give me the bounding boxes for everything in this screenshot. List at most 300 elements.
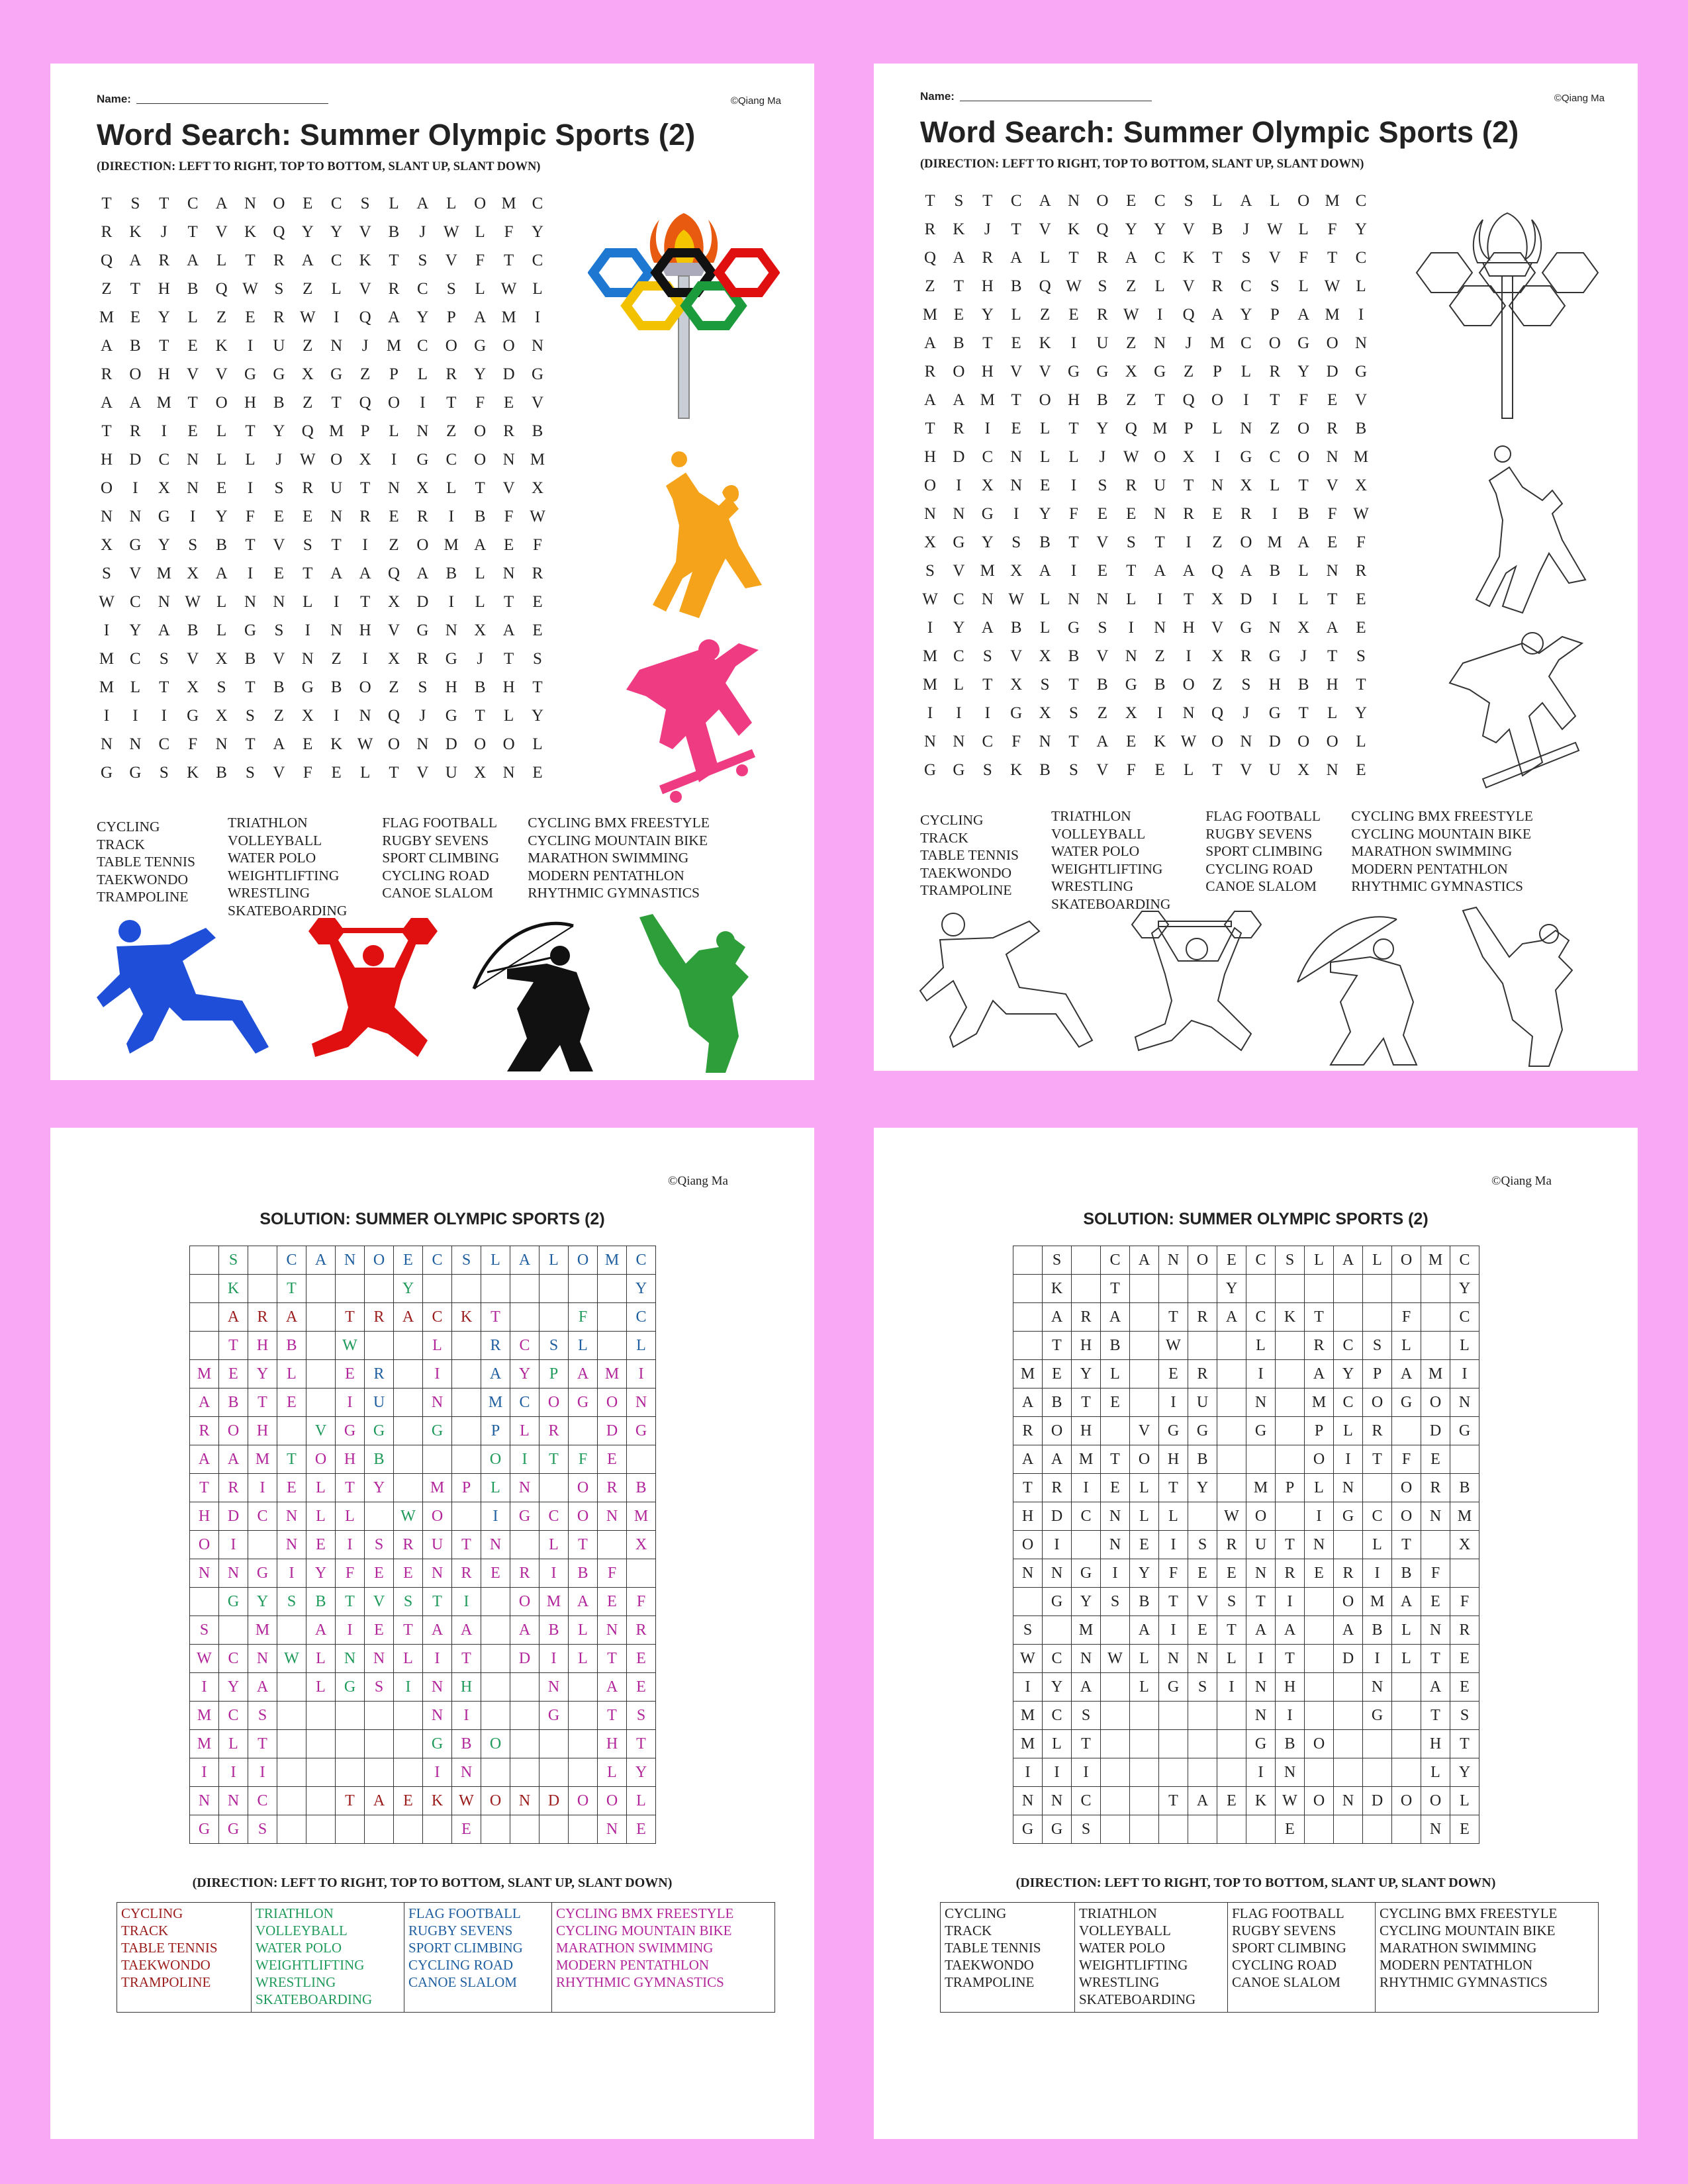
weightlifter-image — [295, 915, 447, 1067]
grid-letter: V — [1211, 619, 1224, 637]
grid-cell: T — [1392, 1531, 1421, 1559]
grid-cell: S — [1188, 1673, 1217, 1702]
grid-row — [97, 502, 600, 531]
grid-letter: X — [923, 533, 937, 551]
grid-letter: G — [301, 678, 314, 696]
grid-letter: T — [503, 251, 514, 269]
grid-letter: G — [923, 761, 937, 779]
grid-letter: F — [246, 508, 255, 525]
grid-cell: I — [219, 1758, 248, 1787]
grid-letter: H — [981, 277, 994, 295]
grid-cell: O — [219, 1417, 248, 1445]
grid-letter: T — [187, 394, 198, 412]
grid-cell: R — [394, 1531, 423, 1559]
grid-letter: G — [1268, 647, 1281, 665]
grid-cell: E — [627, 1673, 656, 1702]
grid-cell: C — [219, 1645, 248, 1673]
word-column — [528, 814, 710, 902]
grid-letter: L — [1241, 363, 1252, 381]
grid-letter: T — [1298, 477, 1309, 494]
word-item: MODERN PENTATHLON — [556, 1957, 710, 1973]
grid-cell — [1305, 1616, 1334, 1645]
grid-letter: N — [1067, 590, 1080, 608]
grid-cell: E — [365, 1616, 394, 1645]
grid-letter: X — [158, 479, 170, 497]
grid-cell: G — [569, 1388, 598, 1417]
grid-letter: B — [1269, 562, 1281, 580]
grid-row — [97, 189, 600, 218]
grid-cell — [336, 1730, 365, 1758]
grid-letter: N — [1096, 590, 1109, 608]
grid-cell: A — [1334, 1616, 1363, 1645]
grid-letter: B — [474, 678, 486, 696]
grid-row — [1013, 1417, 1479, 1445]
grid-letter: I — [247, 337, 254, 355]
grid-letter: G — [445, 707, 457, 725]
grid-letter: C — [187, 195, 199, 212]
grid-cell — [306, 1360, 336, 1388]
grid-letter: E — [532, 621, 543, 639]
grid-row — [97, 673, 600, 702]
grid-letter: N — [502, 451, 515, 469]
grid-cell — [1363, 1758, 1392, 1787]
grid-letter: G — [1096, 363, 1109, 381]
volleyball-player-outline-image — [1463, 441, 1589, 619]
grid-letter: I — [1214, 448, 1221, 466]
grid-letter: Q — [359, 308, 371, 326]
grid-cell: B — [1363, 1616, 1392, 1645]
grid-letter: B — [273, 678, 285, 696]
grid-cell: L — [569, 1332, 598, 1360]
grid-letter: T — [359, 593, 371, 611]
grid-cell — [627, 1445, 656, 1474]
grid-cell: I — [1450, 1360, 1479, 1388]
grid-cell: T — [1072, 1388, 1101, 1417]
grid-cell: Y — [510, 1360, 539, 1388]
grid-row — [97, 303, 600, 332]
solution-grid — [189, 1246, 656, 1844]
grid-cell: I — [1159, 1616, 1188, 1645]
grid-cell — [1334, 1531, 1363, 1559]
grid-cell: G — [1043, 1815, 1072, 1844]
grid-cell: G — [219, 1588, 248, 1616]
grid-cell: N — [1421, 1815, 1450, 1844]
grid-letter: E — [532, 593, 543, 611]
grid-letter: N — [330, 621, 343, 639]
grid-letter: S — [1184, 192, 1194, 210]
grid-cell — [569, 1702, 598, 1730]
grid-letter: Y — [1096, 420, 1109, 437]
grid-letter: K — [129, 223, 142, 241]
grid-cell: C — [1450, 1246, 1479, 1275]
grid-letter: E — [503, 536, 514, 554]
grid-letter: Y — [129, 621, 142, 639]
grid-letter: I — [362, 536, 368, 554]
grid-cell: T — [219, 1332, 248, 1360]
grid-cell: G — [1188, 1417, 1217, 1445]
grid-cell — [1450, 1445, 1479, 1474]
grid-letter: S — [159, 650, 169, 668]
grid-cell: S — [1188, 1531, 1217, 1559]
grid-letter: V — [1182, 220, 1195, 238]
grid-letter: S — [274, 280, 284, 298]
grid-letter: I — [247, 479, 254, 497]
grid-cell: N — [1043, 1787, 1072, 1815]
grid-row — [1013, 1787, 1479, 1815]
grid-cell: L — [394, 1645, 423, 1673]
grid-cell: H — [1072, 1332, 1101, 1360]
grid-cell: W — [1159, 1332, 1188, 1360]
grid-cell — [1013, 1246, 1043, 1275]
grid-cell: N — [1013, 1559, 1043, 1588]
grid-letter: L — [1039, 590, 1051, 608]
grid-cell: E — [277, 1474, 306, 1502]
grid-cell — [190, 1332, 219, 1360]
grid-letter: C — [445, 451, 457, 469]
grid-letter: B — [1297, 505, 1309, 523]
grid-cell: L — [1450, 1332, 1479, 1360]
grid-letter: O — [474, 422, 487, 440]
grid-row — [190, 1702, 656, 1730]
grid-letter: V — [215, 223, 228, 241]
grid-cell: I — [1363, 1645, 1392, 1673]
grid-letter: P — [1184, 420, 1194, 437]
grid-letter: C — [417, 337, 428, 355]
grid-cell — [336, 1702, 365, 1730]
grid-cell: T — [394, 1616, 423, 1645]
grid-letter: E — [953, 306, 964, 324]
grid-letter: I — [927, 619, 933, 637]
grid-letter: C — [330, 195, 342, 212]
grid-cell: L — [481, 1246, 510, 1275]
grid-letter: A — [1297, 533, 1310, 551]
grid-letter: O — [1096, 192, 1109, 210]
grid-letter: V — [359, 223, 371, 241]
grid-cell — [1130, 1702, 1159, 1730]
word-item: CYCLING MOUNTAIN BIKE — [528, 832, 708, 848]
grid-letter: U — [330, 479, 343, 497]
grid-cell: M — [248, 1616, 277, 1645]
grid-letter: G — [1067, 619, 1080, 637]
grid-cell: L — [1101, 1360, 1130, 1388]
grid-letter: Y — [1125, 220, 1137, 238]
grid-letter: W — [357, 735, 373, 753]
grid-letter: X — [531, 479, 544, 497]
grid-cell — [452, 1445, 481, 1474]
grid-letter: T — [982, 676, 993, 694]
grid-letter: F — [303, 764, 312, 782]
grid-cell: Y — [248, 1360, 277, 1388]
grid-cell: E — [1450, 1645, 1479, 1673]
grid-cell: C — [1246, 1303, 1276, 1332]
grid-letter: L — [475, 593, 485, 611]
grid-row — [920, 329, 1423, 357]
grid-letter: J — [1243, 704, 1250, 722]
grid-letter: N — [215, 735, 228, 753]
grid-letter: E — [130, 308, 141, 326]
grid-row — [920, 727, 1423, 756]
grid-cell: O — [1043, 1417, 1072, 1445]
grid-cell: C — [627, 1246, 656, 1275]
grid-letter: N — [100, 508, 113, 525]
grid-letter: O — [129, 365, 142, 383]
grid-cell — [394, 1758, 423, 1787]
grid-letter: O — [474, 735, 487, 753]
grid-cell: I — [1159, 1531, 1188, 1559]
grid-letter: V — [273, 650, 285, 668]
grid-cell — [1217, 1702, 1246, 1730]
grid-letter: I — [161, 422, 167, 440]
grid-letter: L — [446, 195, 457, 212]
grid-cell: T — [248, 1388, 277, 1417]
grid-cell: N — [365, 1645, 394, 1673]
directions: (DIRECTION: LEFT TO RIGHT, TOP TO BOTTOM, SLANT UP, SLANT DOWN) — [97, 160, 541, 173]
grid-cell — [1305, 1702, 1334, 1730]
grid-cell — [1130, 1758, 1159, 1787]
grid-cell — [1159, 1275, 1188, 1303]
grid-letter: C — [1355, 249, 1367, 267]
grid-cell — [1305, 1645, 1334, 1673]
grid-letter: A — [1039, 562, 1051, 580]
grid-letter: E — [1212, 505, 1223, 523]
word-item: MARATHON SWIMMING — [1380, 1940, 1537, 1956]
grid-cell: I — [452, 1588, 481, 1616]
grid-letter: I — [1070, 477, 1077, 494]
grid-letter: T — [982, 334, 993, 352]
grid-letter: A — [1326, 619, 1338, 637]
grid-letter: S — [1040, 676, 1050, 694]
grid-row — [920, 443, 1423, 471]
grid-cell — [1101, 1815, 1130, 1844]
grid-row — [97, 588, 600, 616]
grid-cell — [510, 1275, 539, 1303]
grid-cell: T — [336, 1474, 365, 1502]
grid-letter: E — [331, 764, 342, 782]
grid-cell: O — [1363, 1388, 1392, 1417]
grid-letter: S — [360, 195, 370, 212]
word-item: SKATEBOARDING — [228, 902, 348, 919]
grid-letter: X — [215, 650, 228, 668]
grid-cell: N — [277, 1502, 306, 1531]
word-item: CANOE SLALOM — [408, 1974, 517, 1990]
grid-cell — [569, 1275, 598, 1303]
grid-row — [190, 1588, 656, 1616]
grid-letter: N — [1154, 505, 1166, 523]
grid-cell: T — [248, 1730, 277, 1758]
grid-letter: N — [330, 508, 343, 525]
grid-letter: V — [1240, 761, 1252, 779]
word-item: VOLLEYBALL — [1051, 825, 1146, 842]
grid-letter: N — [416, 422, 429, 440]
grid-cell: W — [336, 1332, 365, 1360]
grid-cell — [452, 1417, 481, 1445]
grid-cell: O — [365, 1246, 394, 1275]
grid-letter: B — [1355, 420, 1367, 437]
grid-cell: N — [1246, 1388, 1276, 1417]
grid-letter: E — [273, 565, 285, 582]
grid-cell: N — [598, 1502, 627, 1531]
word-item: TRIATHLON — [1079, 1905, 1157, 1921]
grid-cell: T — [336, 1787, 365, 1815]
grid-letter: J — [419, 223, 426, 241]
grid-row — [97, 531, 600, 559]
grid-cell — [277, 1787, 306, 1815]
grid-row — [920, 585, 1423, 614]
grid-letter: E — [1356, 590, 1366, 608]
grid-letter: L — [1039, 619, 1051, 637]
grid-letter: X — [1010, 562, 1023, 580]
grid-letter: T — [475, 707, 485, 725]
grid-letter: R — [101, 223, 113, 241]
grid-letter: O — [387, 735, 400, 753]
grid-cell — [365, 1815, 394, 1844]
grid-letter: Z — [1212, 676, 1223, 694]
grid-letter: B — [1039, 761, 1051, 779]
grid-cell: L — [306, 1502, 336, 1531]
word-item: CYCLING MOUNTAIN BIKE — [1380, 1923, 1556, 1938]
grid-letter: I — [1157, 704, 1163, 722]
grid-letter: V — [1010, 363, 1023, 381]
grid-letter: N — [244, 195, 257, 212]
grid-cell — [627, 1559, 656, 1588]
grid-letter: B — [1297, 676, 1309, 694]
grid-cell: G — [1450, 1417, 1479, 1445]
grid-cell: L — [277, 1360, 306, 1388]
grid-cell: R — [365, 1303, 394, 1332]
grid-cell: M — [1421, 1246, 1450, 1275]
grid-letter: L — [216, 593, 227, 611]
grid-cell — [481, 1758, 510, 1787]
grid-letter: N — [273, 593, 285, 611]
grid-cell: M — [481, 1388, 510, 1417]
grid-cell — [1305, 1758, 1334, 1787]
grid-letter: M — [99, 650, 115, 668]
grid-letter: L — [389, 195, 399, 212]
grid-letter: S — [188, 536, 198, 554]
grid-cell: U — [365, 1388, 394, 1417]
grid-cell: O — [569, 1246, 598, 1275]
grid-letter: K — [1154, 733, 1166, 751]
grid-letter: N — [1354, 334, 1368, 352]
grid-cell — [1421, 1531, 1450, 1559]
grid-letter: H — [1182, 619, 1195, 637]
grid-row — [920, 557, 1423, 585]
grid-letter: I — [103, 621, 110, 639]
grid-cell: O — [1392, 1474, 1421, 1502]
grid-letter: L — [1212, 420, 1223, 437]
grid-letter: Y — [158, 536, 170, 554]
grid-cell: H — [248, 1417, 277, 1445]
grid-cell: L — [1130, 1502, 1159, 1531]
grid-letter: J — [419, 707, 426, 725]
grid-cell: G — [423, 1417, 452, 1445]
grid-cell: T — [1159, 1303, 1188, 1332]
grid-letter: C — [130, 593, 141, 611]
grid-cell: G — [336, 1673, 365, 1702]
grid-cell: I — [1246, 1360, 1276, 1388]
grid-letter: L — [1298, 562, 1309, 580]
grid-cell: I — [1043, 1758, 1072, 1787]
grid-cell: K — [219, 1275, 248, 1303]
grid-letter: S — [1241, 676, 1251, 694]
grid-letter: I — [984, 420, 990, 437]
grid-cell — [306, 1815, 336, 1844]
grid-cell: H — [1276, 1673, 1305, 1702]
grid-letter: G — [531, 365, 544, 383]
grid-cell: U — [423, 1531, 452, 1559]
grid-cell — [481, 1275, 510, 1303]
word-item: RUGBY SEVENS — [408, 1923, 513, 1938]
grid-letter: Z — [389, 678, 399, 696]
grid-cell: G — [510, 1502, 539, 1531]
word-item: CYCLING — [97, 819, 160, 835]
grid-letter: Z — [1039, 306, 1051, 324]
grid-cell: L — [306, 1673, 336, 1702]
grid-cell: A — [1101, 1303, 1130, 1332]
grid-cell: C — [1450, 1303, 1479, 1332]
grid-letter: K — [244, 223, 257, 241]
word-item: CYCLING — [945, 1905, 1007, 1921]
grid-cell: O — [1334, 1588, 1363, 1616]
grid-cell: L — [1363, 1531, 1392, 1559]
archer-image — [461, 909, 613, 1075]
grid-cell: E — [1130, 1531, 1159, 1559]
grid-letter: R — [388, 280, 400, 298]
grid-letter: B — [187, 280, 199, 298]
grid-cell: I — [219, 1531, 248, 1559]
grid-letter: A — [474, 536, 487, 554]
grid-letter: S — [1011, 533, 1021, 551]
grid-cell — [219, 1616, 248, 1645]
grid-cell: A — [219, 1445, 248, 1474]
grid-cell — [1276, 1275, 1305, 1303]
grid-cell: L — [423, 1332, 452, 1360]
grid-cell: E — [1188, 1559, 1217, 1588]
grid-cell: K — [1043, 1275, 1072, 1303]
grid-letter: E — [303, 195, 313, 212]
grid-letter: V — [1039, 363, 1051, 381]
grid-cell: A — [1188, 1787, 1217, 1815]
grid-cell: M — [1013, 1702, 1043, 1730]
grid-cell: A — [306, 1616, 336, 1645]
grid-letter: L — [130, 678, 141, 696]
word-item: RHYTHMIC GYMNASTICS — [528, 885, 700, 901]
grid-cell: D — [598, 1417, 627, 1445]
grid-cell: N — [627, 1388, 656, 1417]
grid-cell: S — [627, 1702, 656, 1730]
grid-cell: A — [1043, 1445, 1072, 1474]
grid-cell: I — [1305, 1502, 1334, 1531]
grid-letter: E — [532, 764, 543, 782]
word-item: MODERN PENTATHLON — [1380, 1957, 1533, 1973]
grid-cell: O — [569, 1474, 598, 1502]
grid-cell: O — [598, 1787, 627, 1815]
grid-letter: L — [331, 280, 342, 298]
grid-cell: I — [539, 1559, 569, 1588]
grid-letter: M — [922, 676, 938, 694]
grid-letter: V — [187, 365, 199, 383]
grid-row — [1013, 1702, 1479, 1730]
grid-cell: N — [1246, 1702, 1276, 1730]
copyright: ©Qiang Ma — [1554, 93, 1605, 104]
grid-letter: B — [1010, 619, 1022, 637]
grid-letter: R — [1211, 277, 1223, 295]
word-item: FLAG FOOTBALL — [382, 815, 497, 831]
grid-letter: V — [273, 764, 285, 782]
word-item: TAEKWONDO — [97, 871, 188, 887]
grid-cell: T — [1072, 1730, 1101, 1758]
grid-cell: C — [423, 1303, 452, 1332]
